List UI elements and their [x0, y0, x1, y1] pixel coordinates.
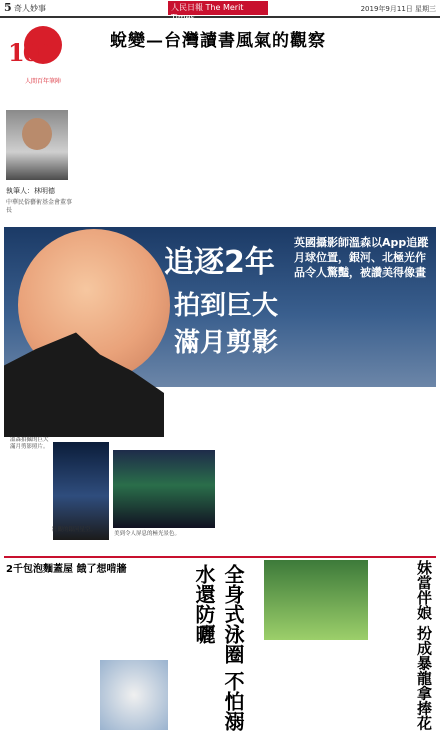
- top-headline: 蛻變—台灣讀書風氣的觀察: [110, 31, 326, 51]
- moon-headline-line-1: 追逐2年: [164, 245, 275, 280]
- author-description: 中華民俗藝術基金會董事長: [6, 199, 73, 215]
- swim-ring-headline: 全身式泳圈 不怕溺水還防曬: [192, 564, 245, 731]
- dinosaur-wedding-photo: [264, 560, 368, 640]
- moon-headline-line-2: 拍到巨大滿月剪影: [174, 291, 279, 358]
- logo-tagline: 人間百年筆陣: [24, 78, 61, 85]
- moon-deck: 英國攝影師溫森以App追蹤月球位置，銀河、北極光作品令人驚豔，被讚美得像畫: [294, 236, 429, 279]
- caption-aurora: 美到令人屏息的極光景色。: [114, 531, 181, 537]
- noodle-house-photo: [100, 660, 168, 730]
- milky-way-photo: [52, 441, 110, 541]
- moon-story: [4, 227, 436, 547]
- page-header: [0, 0, 440, 22]
- section-divider: [4, 556, 436, 558]
- caption-moon: 溫森拍攝的巨大滿月剪影照片。: [10, 437, 49, 451]
- logo-number: 100: [8, 38, 53, 67]
- column-logo: [6, 24, 80, 94]
- moon-headline: [164, 237, 294, 358]
- issue-date: 2019年9月11日 星期三: [360, 5, 436, 13]
- dinosaur-bridesmaid-headline: 妹當伴娘 扮成暴龍拿捧花: [415, 560, 433, 731]
- noodle-house-headline: 2千包泡麵蓋屋 餓了想啃牆: [6, 564, 127, 575]
- author-photo: [6, 110, 68, 180]
- newspaper-brand: 人民日報 The Merit Times: [168, 1, 268, 15]
- caption-milky-way: 壯觀的銀河星空。: [52, 527, 97, 533]
- page-number: 5: [4, 1, 12, 14]
- author-byline: 執筆人：林明德: [6, 187, 55, 195]
- aurora-photo: [112, 449, 216, 529]
- section-name: 奇人妙事: [14, 4, 46, 13]
